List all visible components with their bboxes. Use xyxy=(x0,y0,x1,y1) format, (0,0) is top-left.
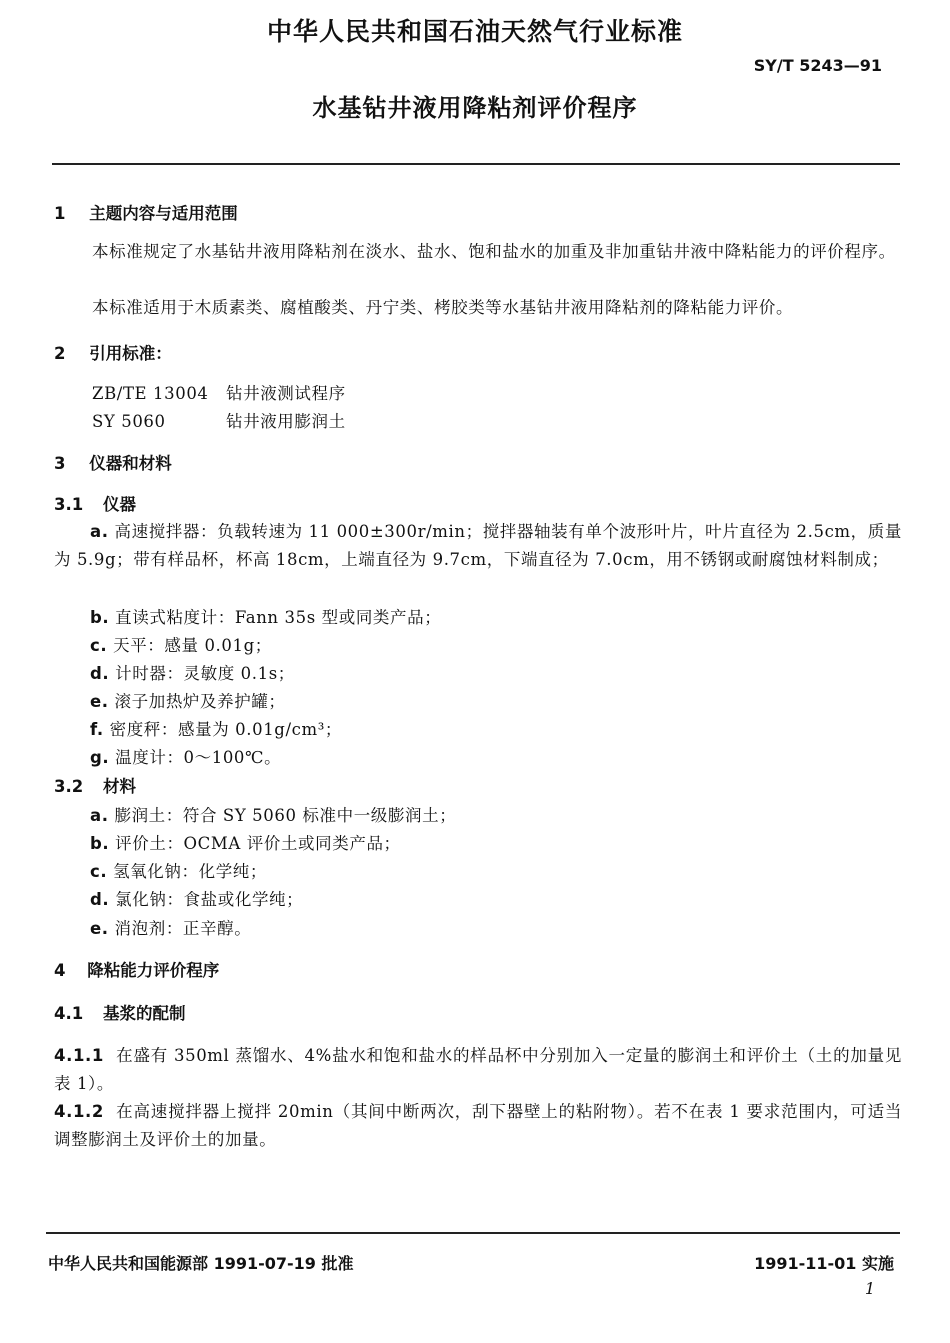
section-3-heading xyxy=(54,450,172,474)
list-item-text: 评价土：OCMA 评价土或同类产品； xyxy=(115,834,401,853)
section-4-1-number: 4.1 xyxy=(54,1004,84,1023)
list-item xyxy=(90,886,303,910)
section-3-2-number: 3.2 xyxy=(54,777,84,796)
list-item xyxy=(90,802,456,826)
list-item-label: f. xyxy=(90,720,104,739)
section-2-title: 引用标准： xyxy=(89,344,172,363)
section-4-number: 4 xyxy=(54,961,66,980)
clause-text: 在盛有 350ml 蒸馏水、4%盐水和饱和盐水的样品杯中分别加入一定量的膨润土和评价土（土的加量见表 1）。 xyxy=(54,1046,902,1093)
section-1-heading xyxy=(54,200,238,224)
implementation-date: 1991-11-01 实施 xyxy=(754,1254,894,1273)
section-4-1-heading xyxy=(54,1000,185,1024)
list-item-text: 滚子加热炉及养护罐； xyxy=(114,692,286,711)
list-item-label: e. xyxy=(90,919,109,938)
list-item-text: 温度计：0～100℃。 xyxy=(115,748,282,767)
list-item-label: e. xyxy=(90,692,109,711)
approval-info: 中华人民共和国能源部 1991-07-19 批准 xyxy=(48,1254,354,1273)
list-item-text: 膨润土：符合 SY 5060 标准中一级膨润土； xyxy=(114,806,457,825)
standard-code: SY/T 5243—91 xyxy=(753,56,882,75)
section-1-paragraph-1-text: 本标准规定了水基钻井液用降粘剂在淡水、盐水、饱和盐水的加重及非加重钻井液中降粘能力的评价程序。 xyxy=(92,242,896,261)
list-item-text: 氯化钠：食盐或化学纯； xyxy=(115,890,304,909)
standard-category-title: 中华人民共和国石油天然气行业标准 xyxy=(266,17,683,46)
list-item-text: 直读式粘度计：Fann 35s 型或同类产品； xyxy=(115,608,442,627)
clause-text: 在高速搅拌器上搅拌 20min（其间中断两次，刮下器壁上的粘附物）。若不在表 1 要求范围内，可适当调整膨润土及评价土的加量。 xyxy=(54,1102,902,1149)
section-3-2-title: 材料 xyxy=(102,777,136,796)
list-item-label: b. xyxy=(90,608,110,627)
header-rule xyxy=(52,163,900,165)
section-4-1-title: 基浆的配制 xyxy=(102,1004,186,1023)
section-4-title: 降粘能力评价程序 xyxy=(87,961,220,980)
list-item-label: c. xyxy=(90,862,108,881)
list-item-text: 计时器：灵敏度 0.1s； xyxy=(115,664,295,683)
reference-name: 钻井液用膨润土 xyxy=(226,412,346,431)
list-item xyxy=(90,604,441,628)
section-2-number: 2 xyxy=(54,344,66,363)
list-item xyxy=(90,716,342,740)
footer-rule xyxy=(46,1232,900,1234)
section-1-number: 1 xyxy=(54,204,66,223)
reference-row xyxy=(92,380,346,404)
list-item-text: 氢氧化钠：化学纯； xyxy=(113,862,268,881)
reference-code: SY 5060 xyxy=(92,412,166,431)
list-item-label: g. xyxy=(90,748,110,767)
list-item xyxy=(90,915,251,939)
list-item-text: 密度秤：感量为 0.01g/cm³； xyxy=(109,720,343,739)
list-item-label: a. xyxy=(90,806,109,825)
section-1-title: 主题内容与适用范围 xyxy=(89,204,238,223)
section-3-2-heading xyxy=(54,773,136,797)
list-item xyxy=(90,688,286,712)
section-3-1-title: 仪器 xyxy=(102,495,136,514)
list-item xyxy=(90,632,272,656)
section-3-1-heading xyxy=(54,491,136,515)
reference-name: 钻井液测试程序 xyxy=(226,384,346,403)
list-item-label: b. xyxy=(90,834,110,853)
section-2-heading xyxy=(54,340,172,364)
list-item xyxy=(90,744,281,768)
clause-4-1-1 xyxy=(54,1042,902,1098)
section-3-title: 仪器和材料 xyxy=(89,454,172,473)
reference-row xyxy=(92,408,346,432)
list-item-text: 天平：感量 0.01g； xyxy=(113,636,272,655)
section-1-paragraph-1 xyxy=(54,238,902,266)
section-4-heading xyxy=(54,957,219,981)
page-number: 1 xyxy=(864,1279,875,1298)
list-item xyxy=(90,858,267,882)
list-item-text: 消泡剂：正辛醇。 xyxy=(114,919,252,938)
reference-code: ZB/TE 13004 xyxy=(92,384,209,403)
clause-number: 4.1.2 xyxy=(54,1102,104,1121)
list-item-text: 高速搅拌器：负载转速为 11 000±300r/min；搅拌器轴装有单个波形叶片，叶片直径为 2.5cm，质量为 5.9g；带有样品杯，杯高 18cm，上端直径为 9.7cm，下端直径为 7.0cm，用不锈钢或耐腐蚀材料制成； xyxy=(54,522,902,569)
section-3-number: 3 xyxy=(54,454,66,473)
section-3-1-number: 3.1 xyxy=(54,495,84,514)
list-item xyxy=(54,518,902,574)
clause-4-1-2 xyxy=(54,1098,902,1154)
document-title: 水基钻井液用降粘剂评价程序 xyxy=(312,94,638,122)
list-item-label: a. xyxy=(90,522,109,541)
list-item-label: c. xyxy=(90,636,108,655)
list-item-label: d. xyxy=(90,890,110,909)
list-item xyxy=(90,660,295,684)
clause-number: 4.1.1 xyxy=(54,1046,104,1065)
section-1-paragraph-2-text: 本标准适用于木质素类、腐植酸类、丹宁类、栲胶类等水基钻井液用降粘剂的降粘能力评价。 xyxy=(92,298,794,317)
list-item-label: d. xyxy=(90,664,110,683)
list-item xyxy=(90,830,401,854)
section-1-paragraph-2 xyxy=(54,294,902,322)
